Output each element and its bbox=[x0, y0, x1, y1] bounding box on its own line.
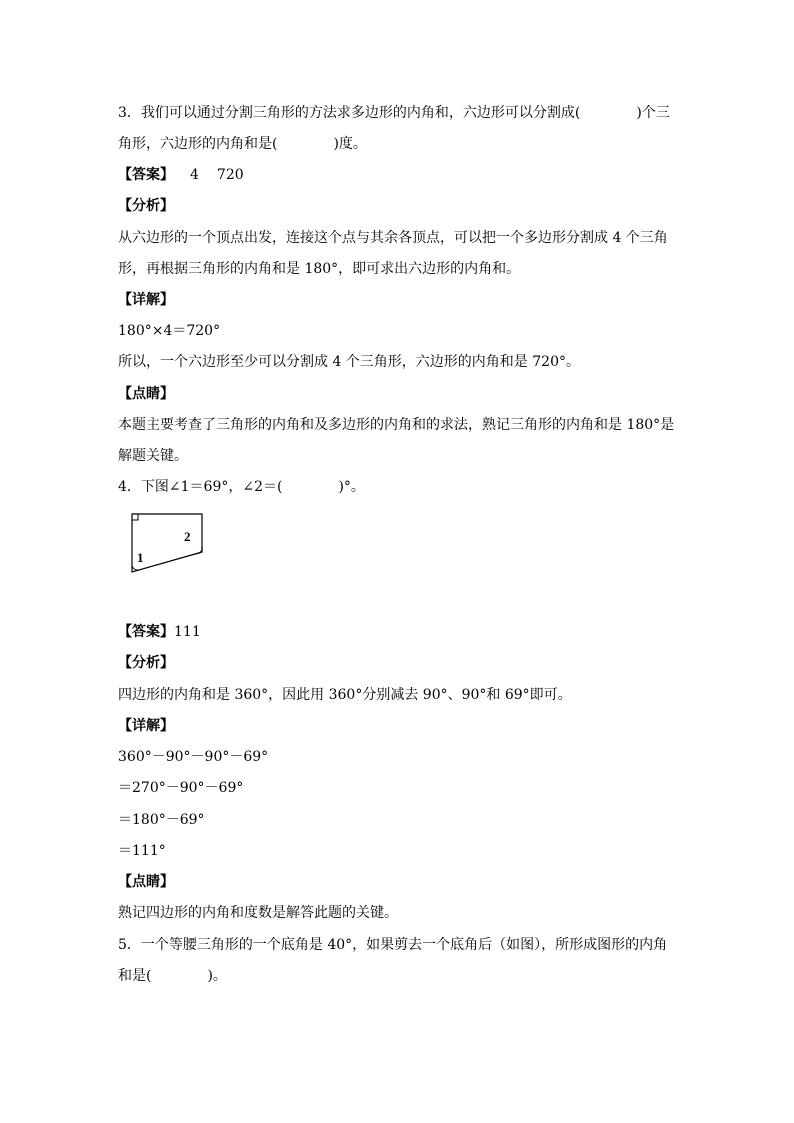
answer-value-1: 4 bbox=[190, 167, 199, 183]
q4-detail-line-4: ＝111° bbox=[118, 843, 166, 859]
right-angle-marker bbox=[132, 514, 138, 520]
q4-comment-tag: 【点睛】 bbox=[118, 874, 174, 890]
q3-analysis-line-1: 从六边形的一个顶点出发，连接这个点与其余各顶点，可以把一个多边形分割成 4 个三角 bbox=[118, 230, 668, 246]
quadrilateral-figure bbox=[124, 508, 214, 578]
q4-question-line-1: 4．下图∠1＝69°，∠2＝( )°。 bbox=[118, 479, 365, 495]
angle-1-label: 1 bbox=[137, 550, 144, 565]
quadrilateral-svg bbox=[124, 508, 214, 578]
q3-analysis-tag: 【分析】 bbox=[118, 198, 174, 214]
angle-1-arc bbox=[132, 566, 138, 570]
answer-value: 111 bbox=[174, 624, 201, 640]
answer-tag: 【答案】 bbox=[118, 624, 174, 640]
angle-2-label: 2 bbox=[184, 529, 191, 544]
q4-detail-line-2: ＝270°－90°－69° bbox=[118, 780, 244, 796]
q3-analysis-line-2: 形，再根据三角形的内角和是 180°，即可求出六边形的内角和。 bbox=[118, 261, 521, 277]
q4-detail-tag: 【详解】 bbox=[118, 718, 174, 734]
q3-comment-tag: 【点睛】 bbox=[118, 386, 174, 402]
q4-comment-line-1: 熟记四边形的内角和度数是解答此题的关键。 bbox=[118, 905, 398, 921]
answer-value-2: 720 bbox=[216, 167, 244, 183]
q3-question-line-2: 角形，六边形的内角和是( )度。 bbox=[118, 136, 367, 152]
q3-comment-line-2: 解题关键。 bbox=[118, 448, 188, 464]
answer-tag: 【答案】 bbox=[118, 167, 174, 183]
q4-analysis-tag: 【分析】 bbox=[118, 655, 174, 671]
q3-detail-tag: 【详解】 bbox=[118, 292, 174, 308]
q4-detail-line-1: 360°－90°－90°－69° bbox=[118, 749, 269, 765]
q5-question-line-2: 和是( )。 bbox=[118, 968, 227, 984]
q3-detail-line-2: 所以，一个六边形至少可以分割成 4 个三角形，六边形的内角和是 720°。 bbox=[118, 354, 580, 370]
q3-question-line-1: 3．我们可以通过分割三角形的方法求多边形的内角和，六边形可以分割成( )个三 bbox=[118, 105, 670, 121]
q4-analysis-line-1: 四边形的内角和是 360°，因此用 360°分别减去 90°、90°和 69°即可。 bbox=[118, 687, 572, 703]
q4-answer bbox=[118, 622, 201, 642]
q3-comment-line-1: 本题主要考查了三角形的内角和及多边形的内角和的求法，熟记三角形的内角和是 180°是 bbox=[118, 417, 675, 433]
q3-detail-line-1: 180°×4＝720° bbox=[118, 323, 221, 339]
q4-detail-line-3: ＝180°－69° bbox=[118, 812, 205, 828]
q3-answer bbox=[118, 165, 244, 185]
q5-question-line-1: 5．一个等腰三角形的一个底角是 40°，如果剪去一个底角后（如图），所形成图形的内角 bbox=[118, 937, 668, 953]
